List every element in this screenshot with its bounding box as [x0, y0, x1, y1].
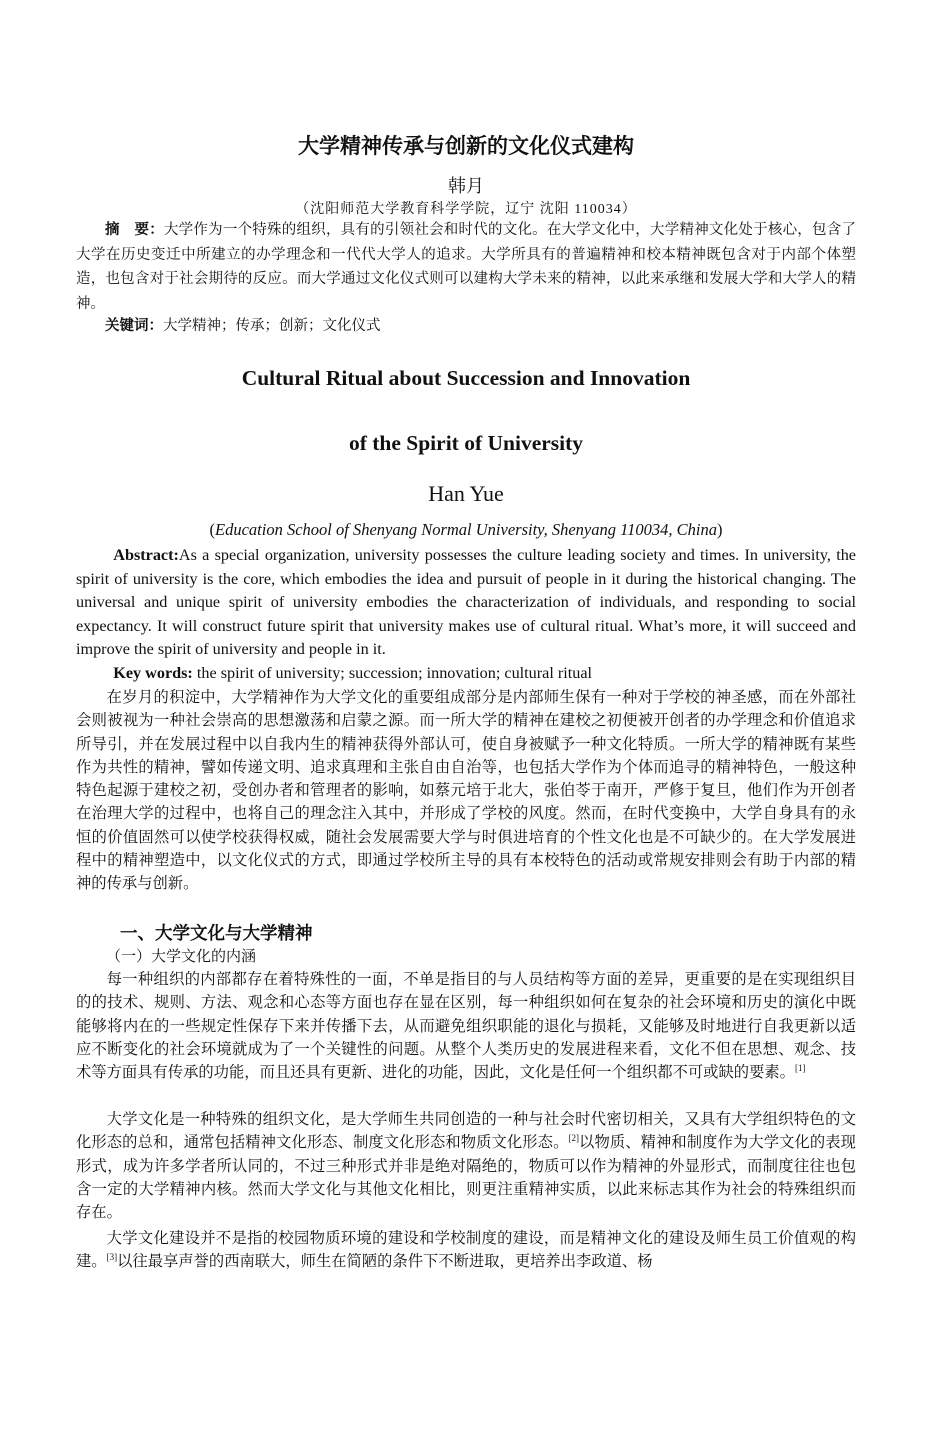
- english-abstract-label: Abstract:: [113, 546, 179, 564]
- section-heading-1: 一、大学文化与大学精神: [120, 924, 313, 944]
- chinese-title: 大学精神传承与创新的文化仪式建构: [298, 134, 634, 158]
- chinese-keywords: [76, 314, 856, 338]
- citation-2[interactable]: [2]: [568, 1133, 579, 1144]
- paragraph-2: [76, 968, 856, 1084]
- subsection-heading-1: （一）大学文化的内涵: [106, 949, 257, 965]
- paragraph-4-text-a: 大学文化建设并不是指的校园物质环境的建设和学校制度的建设，而是精神文化的建设及师生员工价值观的构建。: [76, 1230, 856, 1271]
- english-author: Han Yue: [428, 481, 504, 506]
- affiliation-open-paren: (: [209, 520, 215, 539]
- intro-paragraph: 在岁月的积淀中，大学精神作为大学文化的重要组成部分是内部师生保有一种对于学校的神圣感，而在外部社会则被视为一种社会崇高的思想激荡和启蒙之源。而一所大学的精神在建校之初便被开创者的办学理念和价值追求所导引，并在发展过程中以自我内生的精神获得外部认可，使自身被赋予一种文化特质。一所大学的精神既有某些作为共性的精神，譬如传递文明、追求真理和主张自由自治等，也包括大学作为个体而追寻的精神特色，一般这种特色起源于建校之初，受创办者和管理者的影响，如蔡元培于北大，张伯苓于南开，严修于复旦，他们作为开创者在治理大学的过程中，也将自己的理念注入其中，并形成了学校的风度。然而，在时代变换中，大学自身具有的永恒的价值固然可以使学校获得权威，随社会发展需要大学与时俱进培育的个性文化也是不可缺少的。在大学发展进程中的精神塑造中，以文化仪式的方式，即通过学校所主导的具有本校特色的活动或常规安排则会有助于内部的精神的传承与创新。: [76, 689, 856, 893]
- english-keywords: [76, 661, 856, 685]
- chinese-abstract-label: 摘 要：: [105, 222, 164, 238]
- english-title-line-1: Cultural Ritual about Succession and Innovation: [241, 366, 691, 390]
- english-title-line-2: of the Spirit of University: [348, 431, 584, 455]
- paragraph-3: [76, 1108, 856, 1224]
- affiliation-close-paren: ): [716, 520, 723, 539]
- english-keywords-label: Key words:: [113, 664, 193, 682]
- english-affiliation: [76, 520, 856, 540]
- english-abstract: [76, 544, 856, 662]
- chinese-abstract-text: 大学作为一个特殊的组织，具有的引领社会和时代的文化。在大学文化中，大学精神文化处于核心，包含了大学在历史变迁中所建立的办学理念和一代代大学人的追求。大学所具有的普遍精神和校本精神既包含对于内部个体塑造，也包含对于社会期待的反应。而大学通过文化仪式则可以建构大学未来的精神，以此来承继和发展大学和大学人的精神。: [76, 222, 856, 312]
- affiliation-text: Education School of Shenyang Normal University, Shenyang 110034, China: [215, 520, 717, 539]
- chinese-keywords-label: 关键词：: [105, 318, 163, 334]
- paragraph-4-text-b: 以往最享声誉的西南联大，师生在简陋的条件下不断进取，更培养出李政道、杨: [117, 1253, 653, 1271]
- paragraph-2-text: 每一种组织的内部都存在着特殊性的一面，不单是指目的与人员结构等方面的差异，更重要的是在实现组织目的的技术、规则、方法、观念和心态等方面也存在显在区别，每一种组织如何在复杂的社会环境和历史的演化中既能够将内在的一些规定性保存下来并传播下去，从而避免组织职能的退化与损耗，又能够及时地进行自我更新以适应不断变化的社会环境就成为了一个关键性的问题。从整个人类历史的发展进程来看，文化不但在思想、观念、技术等方面具有传承的功能，而且还具有更新、进化的功能，因此，文化是任何一个组织都不可或缺的要素。: [76, 971, 856, 1082]
- english-keywords-text: the spirit of university; succession; innovation; cultural ritual: [192, 664, 593, 682]
- chinese-author: 韩月: [448, 176, 484, 196]
- citation-3[interactable]: [3]: [106, 1252, 118, 1263]
- paragraph-3-text-a: 大学文化是一种特殊的组织文化，是大学师生共同创造的一种与社会时代密切相关，又具有大学组织特色的文化形态的总和，通常包括精神文化形态、制度文化形态和物质文化形态。: [76, 1111, 856, 1152]
- chinese-keywords-text: 大学精神；传承；创新；文化仪式: [163, 318, 381, 334]
- paragraph-4: [76, 1227, 856, 1274]
- chinese-affiliation: （沈阳师范大学教育科学学院，辽宁 沈阳 110034）: [295, 202, 637, 217]
- chinese-abstract: [76, 218, 856, 316]
- paragraph-3-text-b: 以物质、精神和制度作为大学文化的表现形式，成为许多学者所认同的，不过三种形式并非是绝对隔绝的，物质可以作为精神的外显形式，而制度往往也包含一定的大学精神内核。然而大学文化与其他文化相比，则更注重精神实质，以此来标志其作为社会的特殊组织而存在。: [76, 1134, 856, 1222]
- english-abstract-text: As a special organization, university possesses the culture leading society and times. In university, the spirit of university is the core, which embodies the idea and pursuit of people in it during the historical changing. The universal and unique spirit of university embodies the characterization of individuals, and responding to social expectancy. It will construct future spirit that university makes use of cultural ritual. What’s more, it will succeed and improve the spirit of university and people in it.: [76, 546, 856, 659]
- citation-1[interactable]: [1]: [794, 1063, 806, 1074]
